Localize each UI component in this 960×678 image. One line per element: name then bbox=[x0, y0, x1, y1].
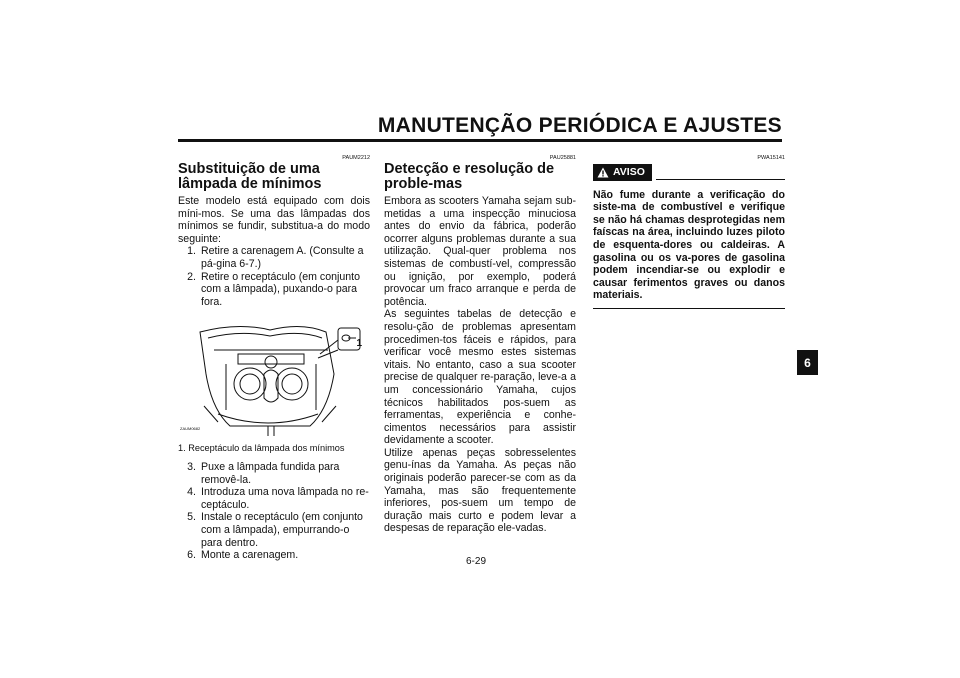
figure-callout-number: 1 bbox=[356, 338, 362, 350]
warning-label: AVISO bbox=[613, 166, 645, 178]
step-number: 4. bbox=[187, 486, 196, 499]
step-text: Monte a carenagem. bbox=[201, 549, 299, 562]
step-text: Retire o receptáculo (em conjunto com a lâmpada), puxando-o para fora. bbox=[201, 270, 360, 308]
page-number: 6-29 bbox=[466, 556, 487, 567]
troubleshooting-paragraph-3: Utilize apenas peças sobresselentes genu-ínas da Yamaha. As peças não originais poderão parecer-se com as da Yamaha, mas são frequentemente inferiores, pos-suem um tempo de duração mais curto e podem levar a despesas de reparação ele-vadas. bbox=[384, 446, 576, 535]
step-item bbox=[178, 271, 370, 309]
warning-header bbox=[593, 164, 785, 181]
step-item bbox=[178, 511, 370, 549]
step-item bbox=[178, 245, 370, 270]
warning-text: Não fume durante a verificação do siste-ma de combustível e verifique se não há chamas desprotegidas nem faíscas na área, incluindo luzes piloto de esquenta-dores ou caldeiras. A gasolina ou os va-pores de gasolina podem incendiar-se ou explodir e causar ferimentos graves ou danos materiais. bbox=[593, 188, 785, 302]
figure-caption: 1. Receptáculo da lâmpada dos mínimos bbox=[178, 443, 345, 454]
step-text: Retire a carenagem A. (Consulte a pá-gina 6-7.) bbox=[201, 245, 364, 270]
right-column bbox=[593, 150, 785, 309]
warning-badge bbox=[593, 164, 652, 181]
step-number: 3. bbox=[187, 460, 196, 473]
step-item bbox=[178, 549, 370, 562]
section-heading: Detecção e resolução de proble-mas bbox=[384, 161, 555, 192]
step-item bbox=[178, 486, 370, 511]
step-text: Instale o receptáculo (em conjunto com a lâmpada), empurrando-o para dentro. bbox=[201, 511, 363, 549]
left-column bbox=[178, 150, 370, 562]
page-header-title: MANUTENÇÃO PERIÓDICA E AJUSTES bbox=[377, 114, 782, 137]
chapter-tab: 6 bbox=[797, 350, 818, 375]
step-number: 1. bbox=[187, 245, 196, 258]
figure-code: ZAUM0682 bbox=[180, 425, 201, 431]
step-text: Puxe a lâmpada fundida para removê-la. bbox=[201, 460, 340, 486]
troubleshooting-paragraph-1: Embora as scooters Yamaha sejam sub-metidas a uma inspecção minuciosa antes do envio da fábrica, poderão ocorrer alguns problemas durante a sua utilização. Qual-quer problema nos sistemas de combustí-vel, compressão ou ignição, por exemplo, poderá provocar um fraco arranque e perda de potência. bbox=[384, 195, 576, 308]
step-number: 2. bbox=[187, 270, 196, 283]
step-item bbox=[178, 461, 370, 486]
section-heading: Substituição de uma lâmpada de mínimos bbox=[178, 161, 322, 192]
warning-header-rule bbox=[656, 179, 785, 180]
troubleshooting-paragraph-2: As seguintes tabelas de detecção e resolu-ção de problemas apresentam procedimen-tos fáceis e rápidos, para verificar você mesmo estes sistemas vitais. No entanto, caso a sua scooter precise de qualquer re-paração, leve-a a um concessionário Yamaha, cujos técnicos habilitados pos-suem as ferramentas, experiência e conhe-cimentos necessários para assistir devidamente a scooter. bbox=[384, 308, 576, 447]
step-number: 6. bbox=[187, 549, 196, 562]
middle-column bbox=[384, 150, 576, 535]
warning-end-rule bbox=[593, 308, 785, 309]
section-code: PAU25881 bbox=[549, 155, 576, 161]
step-number: 5. bbox=[187, 511, 196, 524]
headlight-illustration bbox=[178, 314, 370, 438]
warning-code: PWA15141 bbox=[757, 155, 785, 161]
steps-list-a bbox=[178, 245, 370, 308]
steps-list-b bbox=[178, 461, 370, 562]
section-code: PAUM2212 bbox=[342, 155, 370, 161]
header-divider bbox=[178, 139, 782, 142]
warning-triangle-icon bbox=[597, 167, 609, 178]
intro-paragraph: Este modelo está equipado com dois míni-mos. Se uma das lâmpadas dos mínimos se fundir, substitua-a do modo seguinte: bbox=[178, 195, 370, 245]
scooter-headlight-figure bbox=[178, 314, 370, 438]
step-text: Introduza uma nova lâmpada no re-ceptáculo. bbox=[201, 486, 369, 511]
